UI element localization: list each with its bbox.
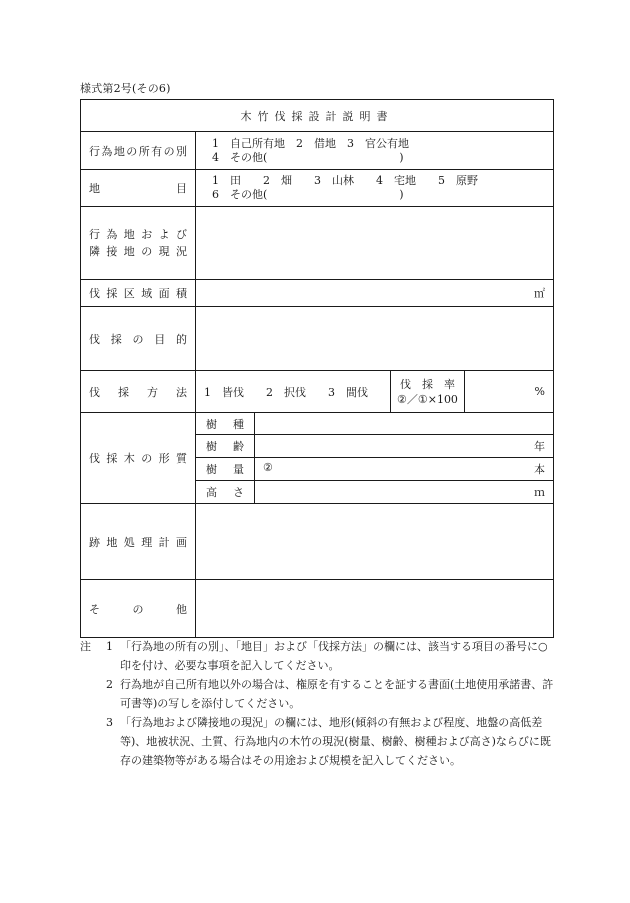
other-label: その他 <box>81 580 196 638</box>
area-unit: ㎡ <box>534 287 545 300</box>
tree-age-unit: 年 <box>534 440 545 453</box>
site-status-label <box>81 207 196 280</box>
site-status-label-line1: 行為地および <box>89 228 187 241</box>
form-code: 様式第2号(その6) <box>80 82 171 95</box>
note-text: 「行為地の所有の別」、「地目」および「伐採方法」の欄には、該当する項目の番号に○印を付け、必要な事項を記入してください。 <box>120 640 548 672</box>
note-item <box>80 637 555 675</box>
other-field[interactable] <box>196 580 554 638</box>
tree-nature-label: 伐採木の形質 <box>81 413 196 504</box>
land-category-options-line2: 6 その他( ) <box>212 188 404 201</box>
restoration-label: 跡地処理計画 <box>81 504 196 580</box>
ownership-options-line2: 4 その他( ) <box>212 150 404 164</box>
tree-volume-value: ② <box>263 461 273 474</box>
form-title: 木竹伐採設計説明書 <box>81 100 554 132</box>
purpose-field[interactable] <box>196 307 554 371</box>
note-item <box>80 675 555 713</box>
land-category-options[interactable] <box>196 170 554 207</box>
land-category-options-line1: 1 田 2 畑 3 山林 4 宅地 5 原野 <box>212 174 478 187</box>
note-number: 3 <box>106 716 113 729</box>
felling-design-form <box>80 99 554 638</box>
tree-height-unit: ｍ <box>534 486 545 499</box>
note-text: 行為地が自己所有地以外の場合は、権原を有することを証する書面(土地使用承諾書、許可書等)の写しを添付してください。 <box>120 678 554 710</box>
site-status-label-line2: 隣接地の現況 <box>89 245 187 258</box>
rate-label: 伐採率 <box>400 377 455 391</box>
tree-volume-field[interactable] <box>255 458 554 481</box>
tree-volume-label: 樹量 <box>196 458 255 481</box>
rate-formula: ②／①×100 <box>397 392 458 406</box>
ownership-options-line1: 1 自己所有地 2 借地 3 官公有地 <box>212 136 409 150</box>
area-field[interactable] <box>196 280 554 307</box>
notes-mark: 注 <box>80 640 91 653</box>
note-number: 2 <box>106 678 113 691</box>
land-category-label: 地目 <box>81 170 196 207</box>
tree-height-label: 高さ <box>196 481 255 504</box>
area-label: 伐採区域面積 <box>81 280 196 307</box>
note-number: 1 <box>106 640 113 653</box>
ownership-options[interactable] <box>196 132 554 170</box>
tree-height-field[interactable] <box>255 481 554 504</box>
rate-unit: % <box>534 385 545 398</box>
tree-volume-unit: 本 <box>534 463 545 476</box>
note-text: 「行為地および隣接地の現況」の欄には、地形(傾斜の有無および程度、地盤の高低差等)、地被状況、土質、行為地内の木竹の現況(樹量、樹齢、樹種および高さ)ならびに既存の建築物等がある場合はその用途および規模を記入してください。 <box>120 716 551 767</box>
method-options[interactable]: 1 皆伐 2 択伐 3 間伐 <box>196 371 391 413</box>
rate-label-cell <box>391 371 465 413</box>
ownership-label: 行為地の所有の別 <box>81 132 196 170</box>
site-status-field[interactable] <box>196 207 554 280</box>
tree-age-label: 樹齢 <box>196 435 255 458</box>
tree-age-field[interactable] <box>255 435 554 458</box>
tree-species-field[interactable] <box>255 413 554 435</box>
tree-species-label: 樹種 <box>196 413 255 435</box>
method-label: 伐採方法 <box>81 371 196 413</box>
note-item <box>80 713 555 770</box>
rate-field[interactable] <box>465 371 554 413</box>
restoration-field[interactable] <box>196 504 554 580</box>
notes <box>80 637 555 770</box>
purpose-label: 伐採の目的 <box>81 307 196 371</box>
